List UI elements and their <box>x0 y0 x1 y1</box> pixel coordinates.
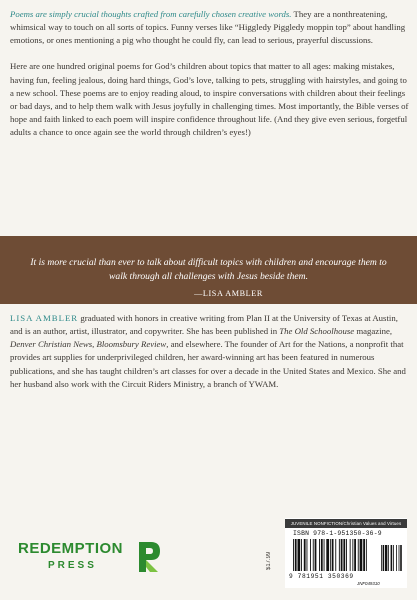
quote-text: It is more crucial than ever to talk about difficult topics with children and encourage them to walk through all challenges with Jesus beside them. <box>30 257 387 282</box>
price-label: $17.99 <box>266 551 272 570</box>
barcode-bars <box>291 539 403 573</box>
barcode-digits: 9 781951 350369 <box>289 573 354 580</box>
barcode-addon-bar <box>399 545 400 571</box>
barcode-bar <box>324 539 325 571</box>
barcode-bar <box>341 539 343 571</box>
intro-paragraph-2: Here are one hundred original poems for God’s children about topics that matter to all ages: making mistakes, having fun, feeling jealous, doing hard things, God’s love, talking to pets, struggling with hairstyles, and going to a new school. These poems are to enjoy reading aloud, to inspire conversations with children about their feelings or bad days, and to help them walk with Jesus joyfully in challenging times. Most importantly, the Bible verses of hope and faith linked to each poem will inspire confidence throughout life. (And they give even serious, forgetful adults a chance to once again see the world through children’s eyes!) <box>10 61 409 137</box>
barcode-addon-bar <box>383 545 385 571</box>
intro-text <box>10 8 409 139</box>
barcode-bar <box>330 539 331 571</box>
barcode-bar <box>313 539 314 571</box>
barcode-addon-bar <box>393 545 394 571</box>
barcode-category: JUVENILE NONFICTION/Christian Values and Virtues <box>285 519 407 528</box>
publisher-mark-icon <box>136 540 162 574</box>
publisher-name: REDEMPTION <box>18 540 124 557</box>
bio-publication-2: Denver Christian News <box>10 339 93 350</box>
barcode-addon-bar <box>400 545 402 571</box>
author-bio <box>10 312 409 391</box>
barcode-block <box>285 518 407 588</box>
bio-text-2: magazine, <box>354 326 393 337</box>
publisher-logo <box>18 540 168 580</box>
bio-text-3: , <box>92 339 97 350</box>
barcode-bar <box>304 539 306 571</box>
barcode-bar <box>319 539 320 571</box>
barcode-bar <box>366 539 367 571</box>
barcode-code: JNF049310 <box>357 581 380 586</box>
barcode-addon-bar <box>391 545 393 571</box>
barcode-addon-bar <box>381 545 382 571</box>
barcode-bar <box>301 539 302 571</box>
barcode-bar <box>298 539 301 571</box>
barcode-bar <box>307 539 308 571</box>
publisher-press: PRESS <box>48 560 97 571</box>
barcode-bar <box>354 539 356 571</box>
barcode-bar <box>310 539 311 571</box>
intro-p1-rest: They are a nonthreatening, whimsical way to touch on all sorts of topics. Funny verses like “Higgledy Piggledy moppin top” about handling emotions, or ones mentioning a pig who thought he could fly, can lead to serious, prayerful discussions. <box>10 9 406 46</box>
barcode-bar <box>326 539 329 571</box>
barcode-isbn: ISBN 978-1-951350-36-9 <box>293 530 382 537</box>
barcode-addon-bar <box>396 545 397 571</box>
barcode-bar <box>295 539 297 571</box>
barcode-bar <box>358 539 359 571</box>
barcode-bar <box>339 539 340 571</box>
bio-text-1: graduated with honors in creative writing from Plan II at the University of Texas at Austin, and is an author, artist, illustrator, and copywriter. She has been published in <box>10 313 398 337</box>
barcode-addon-bar <box>388 545 389 571</box>
bio-publication-3: Bloomsbury Review <box>96 339 167 350</box>
barcode-bar <box>352 539 353 571</box>
barcode-bar <box>363 539 365 571</box>
barcode-bar <box>346 539 347 571</box>
intro-paragraph-1 <box>10 8 409 47</box>
bio-publication-1: The Old Schoolhouse <box>279 326 355 337</box>
barcode-bar <box>315 539 317 571</box>
intro-lead: Poems are simply crucial thoughts crafted from carefully chosen creative words. <box>10 9 292 19</box>
barcode-bar <box>360 539 363 571</box>
barcode-addon-bar <box>385 545 387 571</box>
barcode-bar <box>321 539 323 571</box>
barcode-bar <box>335 539 336 571</box>
barcode-bar <box>350 539 351 571</box>
barcode-bar <box>293 539 294 571</box>
bio-author-name: LISA AMBLER <box>10 313 79 323</box>
barcode-bar <box>343 539 345 571</box>
quote-attribution: —LISA AMBLER <box>194 289 263 298</box>
bio-text-4: , and elsewhere. The founder of Art for the Nations, a nonprofit that provides art supplies for underprivileged children, her award-winning art has been featured in numerous publications, and she has taught children’s art classes for over a decade in the United States and Mexico. She and her husband also work with the Circuit Riders Ministry, a branch of YWAM. <box>10 339 406 389</box>
barcode-bar <box>332 539 334 571</box>
